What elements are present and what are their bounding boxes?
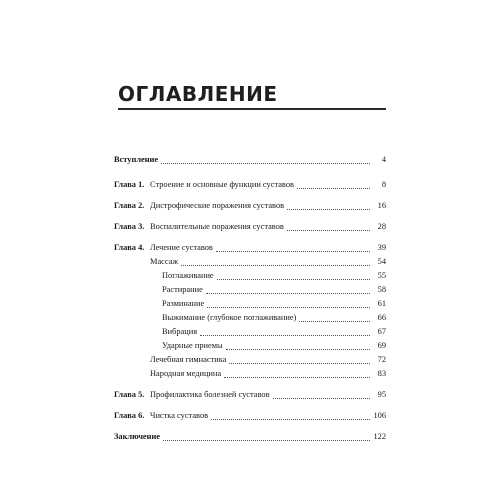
page-title: ОГЛАВЛЕНИЕ [118,82,278,106]
dot-leader [224,376,370,378]
toc-entry-chapter-6[interactable] [114,410,386,422]
toc-entry-rubbing[interactable] [162,284,386,296]
dot-leader [200,334,370,336]
toc-entry-folk-medicine[interactable] [150,368,386,380]
toc-entry-text: Ударные приемы [162,341,223,350]
dot-leader [163,439,370,441]
toc-entry-massage[interactable] [150,256,386,268]
toc-entry-text: Строение и основные функции суставов [150,180,294,189]
toc-page-number: 39 [377,243,386,252]
toc-entry-introduction[interactable] [114,154,386,166]
toc-entry-conclusion[interactable] [114,431,386,443]
toc-entry-text: Поглаживание [162,271,214,280]
toc-entry-exercise-therapy[interactable] [150,354,386,366]
toc-page-number: 58 [377,285,386,294]
toc-entry-text: Чистка суставов [150,411,209,420]
toc-page-number: 4 [381,155,386,164]
dot-leader [287,229,370,231]
toc-entry-chapter-2[interactable] [114,200,386,212]
toc-entry-text: Лечение суставов [150,243,213,252]
toc-page-number: 66 [377,313,386,322]
toc-page-number: 106 [373,411,386,420]
dot-leader [211,418,370,420]
dot-leader [287,208,370,210]
toc-page-number: 72 [377,355,386,364]
toc-entry-chapter-4[interactable] [114,242,386,254]
dot-leader [273,397,370,399]
toc-entry-chapter-5[interactable] [114,389,386,401]
chapter-label: Глава 3. [114,222,145,231]
toc-entry-text: Растирание [162,285,203,294]
chapter-label: Глава 1. [114,180,145,189]
dot-leader [299,320,370,322]
toc-page-number: 95 [377,390,386,399]
toc-entry-chapter-1[interactable] [114,179,386,191]
toc-entry-vibration[interactable] [162,326,386,338]
toc-entry-text: Выжимание (глубокое поглаживание) [162,313,297,322]
toc-page-number: 54 [377,257,386,266]
chapter-label: Глава 4. [114,243,145,252]
toc-page-number: 28 [377,222,386,231]
toc-page-number: 55 [377,271,386,280]
dot-leader [217,278,370,280]
toc-entry-text: Разминание [162,299,205,308]
toc-entry-text: Вибрация [162,327,198,336]
toc-entry-chapter-3[interactable] [114,221,386,233]
table-of-contents [114,0,386,500]
chapter-label: Глава 5. [114,390,145,399]
dot-leader [226,348,370,350]
toc-entry-text: Дистрофические поражения суставов [150,201,285,210]
dot-leader [229,362,370,364]
toc-page-number: 122 [373,432,386,441]
toc-page-number: 67 [377,327,386,336]
dot-leader [297,187,370,189]
toc-entry-text: Профилактика болезней суставов [150,390,270,399]
toc-entry-text: Массаж [150,257,179,266]
toc-page-number: 61 [377,299,386,308]
dot-leader [206,292,370,294]
toc-page-number: 83 [377,369,386,378]
chapter-label: Глава 6. [114,411,145,420]
toc-entry-text: Вступление [114,155,159,164]
toc-entry-kneading[interactable] [162,298,386,310]
toc-entry-text: Заключение [114,432,161,441]
toc-entry-text: Народная медицина [150,369,222,378]
toc-page-number: 16 [377,201,386,210]
toc-page-number: 69 [377,341,386,350]
dot-leader [181,264,370,266]
toc-entry-text: Воспалительные поражения суставов [150,222,284,231]
dot-leader [207,306,370,308]
chapter-label: Глава 2. [114,201,145,210]
toc-entry-percussion[interactable] [162,340,386,352]
toc-entry-stroking[interactable] [162,270,386,282]
dot-leader [216,250,370,252]
toc-entry-text: Лечебная гимнастика [150,355,227,364]
dot-leader [161,162,370,164]
toc-entry-squeezing[interactable] [162,312,386,324]
toc-page-number: 8 [381,180,386,189]
